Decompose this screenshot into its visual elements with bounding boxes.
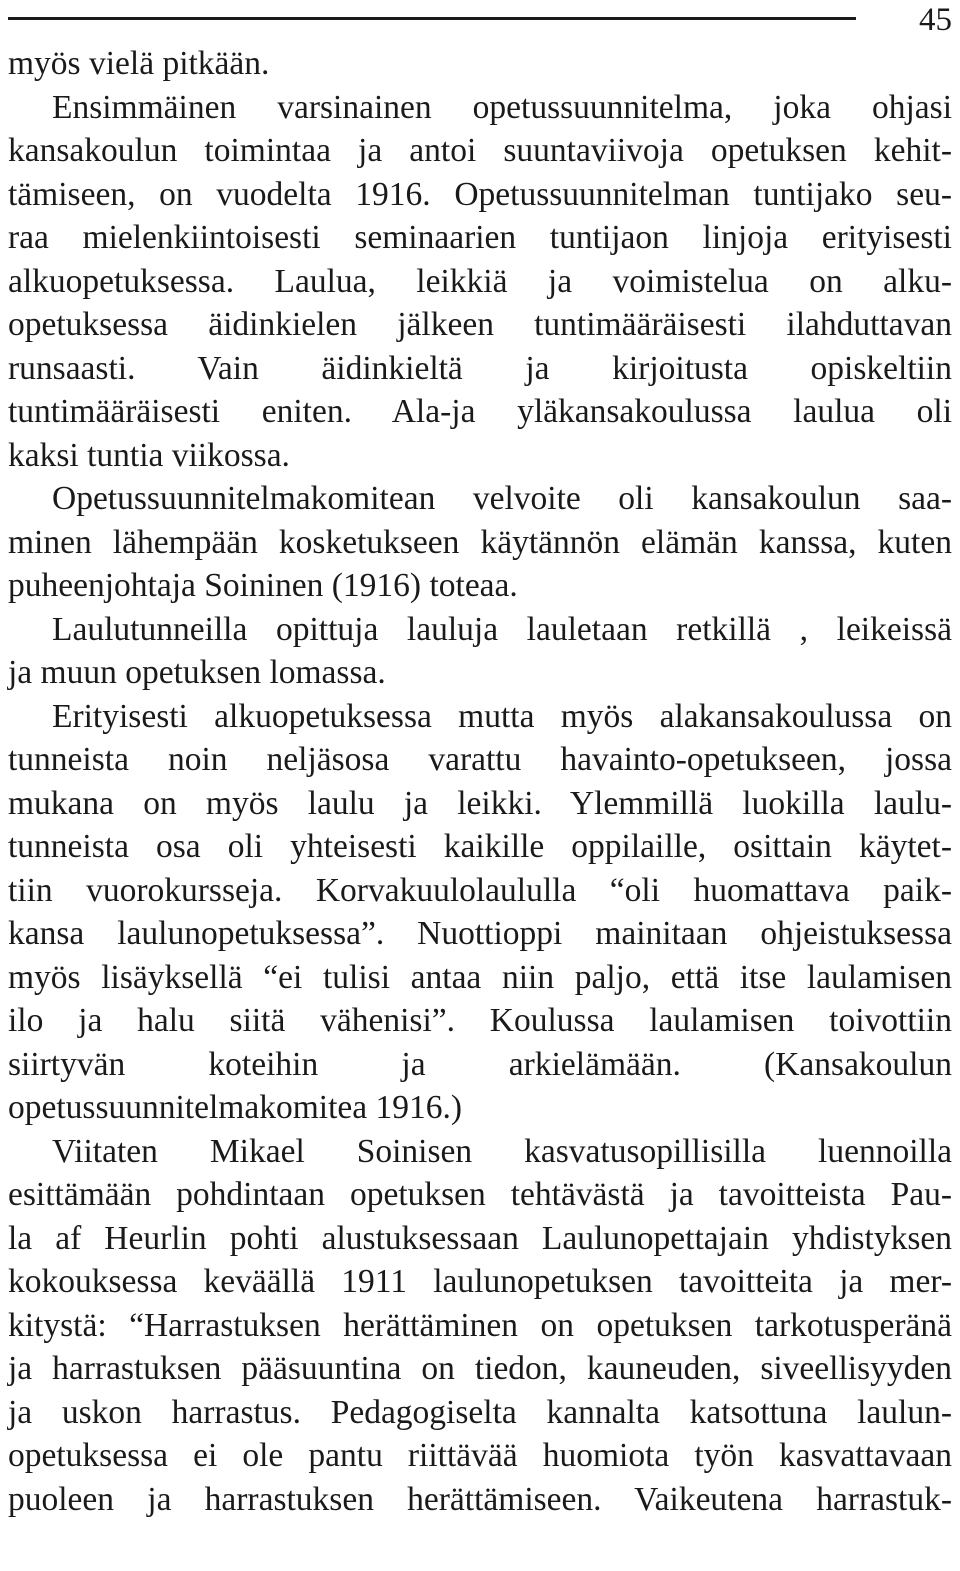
text-line: Ensimmäinen varsinainen opetussuunnitelma, joka ohjasi bbox=[52, 88, 952, 126]
text-line: raa mielenkiintoisesti seminaarien tuntijaon linjoja erityisesti bbox=[8, 219, 952, 256]
text-line: opetuksessa äidinkielen jälkeen tuntimääräisesti ilahduttavan bbox=[8, 306, 952, 343]
text-line: ja muun opetuksen lomassa. bbox=[8, 654, 386, 691]
text-line: kokouksessa keväällä 1911 laulunopetuksen tavoitteita ja mer- bbox=[8, 1263, 952, 1300]
text-line: tuntimääräisesti eniten. Ala-ja yläkansakoulussa laulua oli bbox=[8, 393, 952, 430]
text-line: opetussuunnitelmakomitea 1916.) bbox=[8, 1089, 463, 1126]
text-line: puoleen ja harrastuksen herättämiseen. Vaikeutena harrastuk- bbox=[8, 1480, 952, 1518]
text-line: mukana on myös laulu ja leikki. Ylemmillä luokilla laulu- bbox=[8, 784, 952, 822]
text-line: kansakoulun toimintaa ja antoi suuntaviivoja opetuksen kehit- bbox=[8, 132, 952, 169]
body-text bbox=[8, 42, 952, 1521]
text-line: myös lisäyksellä “ei tulisi antaa niin paljo, että itse laulamisen bbox=[8, 958, 952, 996]
text-line: runsaasti. Vain äidinkieltä ja kirjoitusta opiskeltiin bbox=[8, 349, 952, 387]
text-line: tunneista noin neljäsosa varattu havainto-opetukseen, jossa bbox=[8, 741, 952, 778]
text-line: esittämään pohdintaan opetuksen tehtävästä ja tavoitteista Pau- bbox=[8, 1176, 952, 1213]
text-line: ja harrastuksen pääsuuntina on tiedon, kauneuden, siveellisyyden bbox=[8, 1350, 952, 1387]
text-line: myös vielä pitkään. bbox=[8, 45, 270, 82]
text-line: opetuksessa ei ole pantu riittävää huomiota työn kasvattavaan bbox=[8, 1437, 952, 1474]
text-line: Opetussuunnitelmakomitean velvoite oli kansakoulun saa- bbox=[52, 480, 952, 517]
text-line: Laulutunneilla opittuja lauluja lauletaan retkillä , leikeissä bbox=[52, 610, 952, 648]
text-line: Erityisesti alkuopetuksessa mutta myös alakansakoulussa on bbox=[52, 697, 952, 735]
text-line: tämiseen, on vuodelta 1916. Opetussuunnitelman tuntijako seu- bbox=[8, 175, 952, 213]
text-line: alkuopetuksessa. Laulua, leikkiä ja voimistelua on alku- bbox=[8, 262, 952, 300]
text-line: ja uskon harrastus. Pedagogiselta kannalta katsottuna laulun- bbox=[8, 1393, 952, 1431]
text-line: minen lähempään kosketukseen käytännön elämän kanssa, kuten bbox=[8, 523, 952, 561]
text-line: la af Heurlin pohti alustuksessaan Laulunopettajain yhdistyksen bbox=[8, 1219, 952, 1257]
text-line: kansa laulunopetuksessa”. Nuottioppi mainitaan ohjeistuksessa bbox=[8, 915, 952, 952]
text-line: siirtyvän koteihin ja arkielämään. (Kansakoulun bbox=[8, 1045, 952, 1083]
header-rule bbox=[8, 17, 856, 20]
text-line: kitystä: “Harrastuksen herättäminen on opetuksen tarkotusperänä bbox=[8, 1306, 952, 1344]
text-line: puheenjohtaja Soininen (1916) toteaa. bbox=[8, 567, 518, 604]
page-number: 45 bbox=[919, 2, 952, 38]
text-line: tiin vuorokursseja. Korvakuulolaululla “oli huomattava paik- bbox=[8, 871, 952, 909]
text-line: kaksi tuntia viikossa. bbox=[8, 436, 290, 474]
text-line: tunneista osa oli yhteisesti kaikille oppilaille, osittain käytet- bbox=[8, 828, 952, 865]
text-line: Viitaten Mikael Soinisen kasvatusopillisilla luennoilla bbox=[52, 1132, 952, 1170]
text-line: ilo ja halu siitä vähenisi”. Koulussa laulamisen toivottiin bbox=[8, 1002, 952, 1039]
